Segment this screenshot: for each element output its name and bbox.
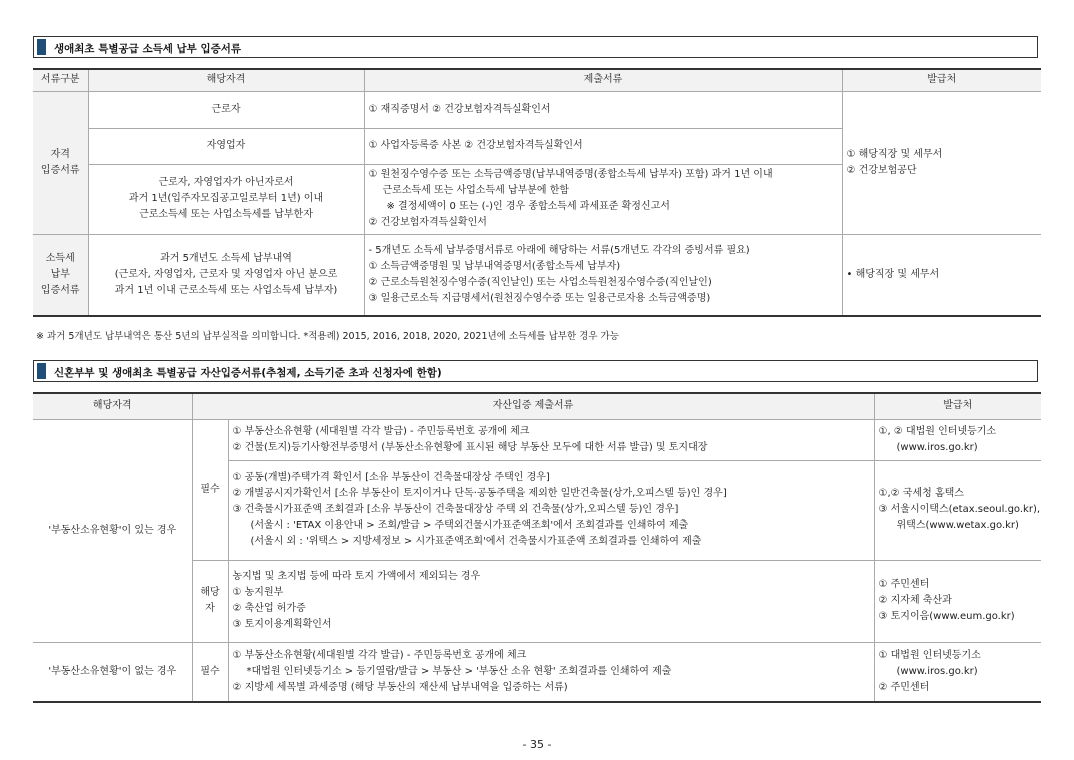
page-number: - 35 - xyxy=(522,738,552,751)
header-eligibility: 해당자격 xyxy=(33,393,192,419)
required-label: 필수 xyxy=(192,642,228,702)
header-eligibility: 해당자격 xyxy=(88,69,364,91)
docs-no-property: ① 부동산소유현황(세대원별 각각 발급) - 주민등록번호 공개에 체크 *대법원 인터넷등기소 > 등기열람/발급 > 부동산 > '부동산 소유 현황' 조회결과를 인쇄하여 제출 ② 지방세 세목별 과세증명 (해당 부동산의 재산세 납부내역을 입증하는 서류) xyxy=(228,642,874,702)
case-has-property: '부동산소유현황'이 있는 경우 xyxy=(33,419,192,642)
header-doc-type: 서류구분 xyxy=(33,69,88,91)
section-marker xyxy=(37,39,46,55)
docs-property-status: ① 부동산소유현황 (세대원별 각각 발급) - 주민등록번호 공개에 체크 ② 건물(토지)등기사항전부증명서 (부동산소유현황에 표시된 해당 부동산 모두에 대한 서류 발급) 및 토지대장 xyxy=(228,419,874,460)
header-documents: 제출서류 xyxy=(364,69,842,91)
issuer-no-property: ① 대법원 인터넷등기소 (www.iros.go.kr) ② 주민센터 xyxy=(874,642,1041,702)
income-tax-table xyxy=(33,68,1041,317)
section-marker xyxy=(37,363,46,379)
docs-farmland: 농지법 및 초지법 등에 따라 토지 가액에서 제외되는 경우 ① 농지원부 ② 축산업 허가증 ③ 토지이용계획확인서 xyxy=(228,560,874,642)
section1-title: 생애최초 특별공급 소득세 납부 입증서류 xyxy=(54,43,242,55)
docs-5year-tax: - 5개년도 소득세 납부증명서류로 아래에 해당하는 서류(5개년도 각각의 증빙서류 필요) ① 소득금액증명원 및 납부내역증명서(종합소득세 납부자) ② 근로소득원천징수영수증(직인날인) 또는 사업소득원천징수영수증(직인날인) ③ 일용근로소득 지급명세서(원천징수영수증 또는 일용근로자용 소득금액증명) xyxy=(364,234,842,316)
issuer-5year-tax: • 해당직장 및 세무서 xyxy=(842,234,1041,316)
asset-proof-table xyxy=(33,392,1041,703)
issuer-property-status: ①, ② 대법원 인터넷등기소 (www.iros.go.kr) xyxy=(874,419,1041,460)
header-issuer: 발급처 xyxy=(874,393,1041,419)
issuer-farmland: ① 주민센터 ② 지자체 축산과 ③ 토지이음(www.eum.go.kr) xyxy=(874,560,1041,642)
docs-other-taxpayer: ① 원천징수영수증 또는 소득금액증명(납부내역증명(종합소득세 납부자) 포함) 과거 1년 이내 근로소득세 또는 사업소득세 납부분에 한함 ※ 결정세액이 0 또는 (-)인 경우 종합소득세 과세표준 확정신고서 ② 건강보험자격득실확인서 xyxy=(364,164,842,234)
section2-title-box xyxy=(33,360,1038,382)
issuer-property-value: ①,② 국세청 홈택스 ③ 서울시이택스(etax.seoul.go.kr), 위택스(www.wetax.go.kr) xyxy=(874,460,1041,560)
group-label-income-tax: 소득세 납부 입증서류 xyxy=(33,234,88,316)
header-issuer: 발급처 xyxy=(842,69,1041,91)
eligibility-self-employed: 자영업자 xyxy=(88,128,364,164)
eligibility-other-taxpayer: 근로자, 자영업자가 아닌자로서 과거 1년(입주자모집공고일로부터 1년) 이내 근로소득세 또는 사업소득세를 납부한자 xyxy=(88,164,364,234)
issuer-qualification: ① 해당직장 및 세무서 ② 건강보험공단 xyxy=(842,91,1041,234)
eligibility-worker: 근로자 xyxy=(88,91,364,128)
section2-title: 신혼부부 및 생애최초 특별공급 자산입증서류(추첨제, 소득기준 초과 신청자에 한함) xyxy=(54,367,442,379)
eligibility-5year-tax: 과거 5개년도 소득세 납부내역 (근로자, 자영업자, 근로자 및 자영업자 아닌 분으로 과거 1년 이내 근로소득세 또는 사업소득세 납부자) xyxy=(88,234,364,316)
section1-title-box xyxy=(33,36,1038,58)
applicable-label: 해당자 xyxy=(192,560,228,642)
case-no-property: '부동산소유현황'이 없는 경우 xyxy=(33,642,192,702)
required-label: 필수 xyxy=(192,419,228,560)
docs-self-employed: ① 사업자등록증 사본 ② 건강보험자격득실확인서 xyxy=(364,128,842,164)
header-asset-documents: 자산입증 제출서류 xyxy=(192,393,874,419)
docs-worker: ① 재직증명서 ② 건강보험자격득실확인서 xyxy=(364,91,842,128)
docs-property-value: ① 공동(개별)주택가격 확인서 [소유 부동산이 건축물대장상 주택인 경우] ② 개별공시지가확인서 [소유 부동산이 토지이거나 단독·공동주택을 제외한 일반건축물(상가,오피스텔 등)인 경우] ③ 건축물시가표준액 조회결과 [소유 부동산이 건축물대장상 주택 외 건축물(상가,오피스텔 등)인 경우] (서울시 : 'ETAX 이용안내 > 조회/발급 > 주택외건물시가표준액조회'에서 조회결과를 인쇄하여 제출 (서울시 외 : '위택스 > 지방세정보 > 시가표준액조회'에서 건축물시가표준액 조회결과를 인쇄하여 제출 xyxy=(228,460,874,560)
footnote: ※ 과거 5개년도 납부내역은 통산 5년의 납부실적을 의미합니다. *적용례) 2015, 2016, 2018, 2020, 2021년에 소득세를 납부한 경우 가능 xyxy=(36,331,619,342)
group-label-qualification: 자격 입증서류 xyxy=(33,91,88,234)
